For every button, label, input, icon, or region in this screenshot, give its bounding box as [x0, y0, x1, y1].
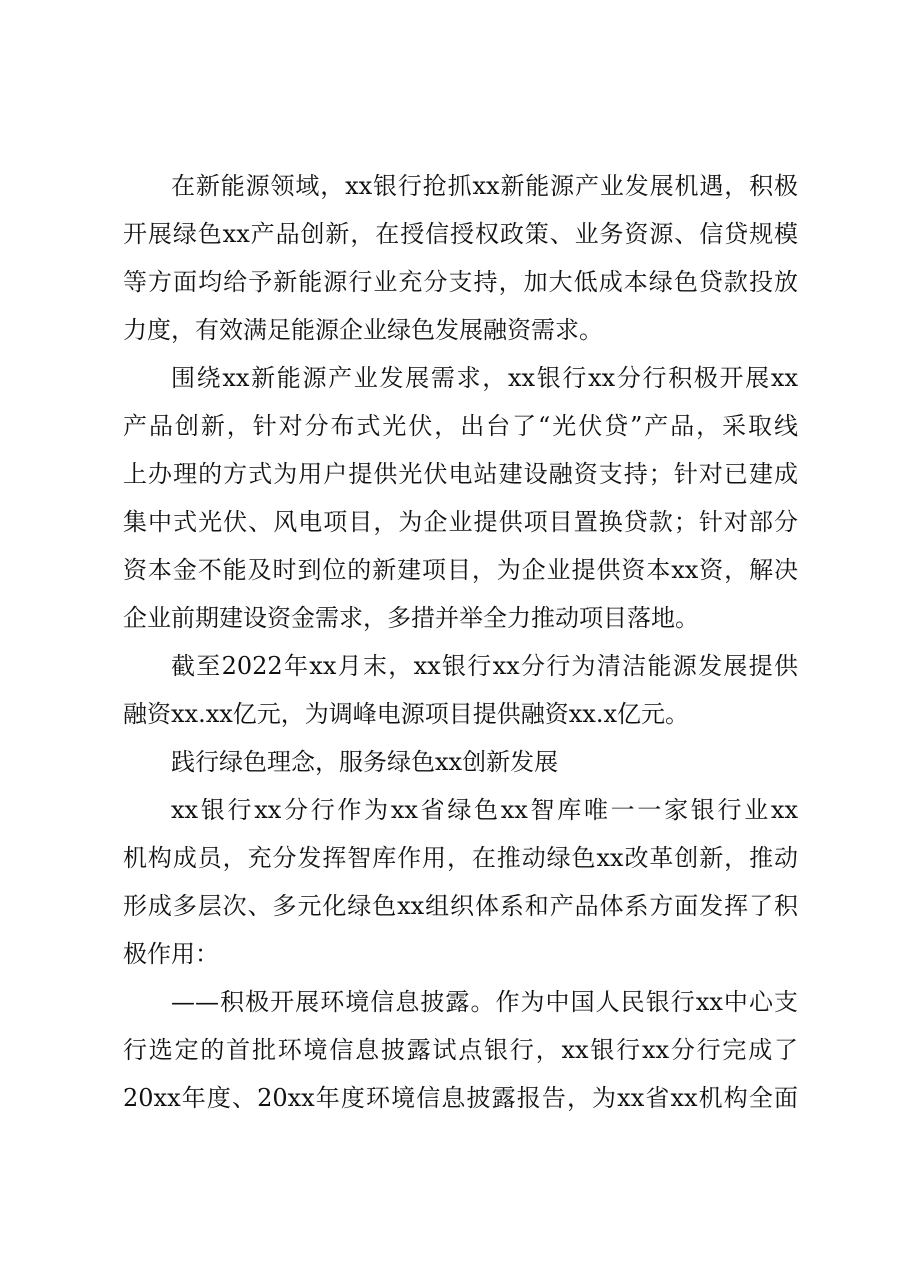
paragraph-line: 开展绿色xx产品创新，在授信授权政策、业务资源、信贷规模 — [123, 220, 798, 248]
paragraph-line: 在新能源领域，xx银行抢抓xx新能源产业发展机遇，积极 — [171, 172, 798, 200]
paragraph-line: 等方面均给予新能源行业充分支持，加大低成本绿色贷款投放 — [123, 268, 798, 296]
paragraph-line: 融资xx.xx亿元，为调峰电源项目提供融资xx.x亿元。 — [123, 700, 690, 728]
paragraph-line: 行选定的首批环境信息披露试点银行，xx银行xx分行完成了 — [123, 1036, 798, 1064]
paragraph-line: 力度，有效满足能源企业绿色发展融资需求。 — [123, 316, 603, 344]
paragraph-line: 形成多层次、多元化绿色xx组织体系和产品体系方面发挥了积 — [123, 892, 798, 920]
paragraph-line: xx银行xx分行作为xx省绿色xx智库唯一一家银行业xx — [171, 796, 798, 824]
section-heading: 践行绿色理念，服务绿色xx创新发展 — [171, 748, 559, 776]
paragraph-line: 上办理的方式为用户提供光伏电站建设融资支持；针对已建成 — [123, 460, 798, 488]
paragraph-line: 机构成员，充分发挥智库作用，在推动绿色xx改革创新，推动 — [123, 844, 798, 872]
paragraph-line: 20xx年度、20xx年度环境信息披露报告，为xx省xx机构全面 — [123, 1084, 798, 1112]
paragraph-line: 资本金不能及时到位的新建项目，为企业提供资本xx资，解决 — [123, 556, 798, 584]
paragraph-line: 围绕xx新能源产业发展需求，xx银行xx分行积极开展xx — [171, 364, 798, 392]
paragraph-line: 截至2022年xx月末，xx银行xx分行为清洁能源发展提供 — [171, 652, 798, 680]
paragraph-line: 集中式光伏、风电项目，为企业提供项目置换贷款；针对部分 — [123, 508, 798, 536]
paragraph-line: ——积极开展环境信息披露。作为中国人民银行xx中心支 — [171, 988, 798, 1016]
paragraph-line: 企业前期建设资金需求，多措并举全力推动项目落地。 — [123, 604, 699, 632]
paragraph-line: 极作用： — [123, 940, 219, 968]
paragraph-line: 产品创新，针对分布式光伏，出台了“光伏贷”产品，采取线 — [123, 412, 798, 440]
